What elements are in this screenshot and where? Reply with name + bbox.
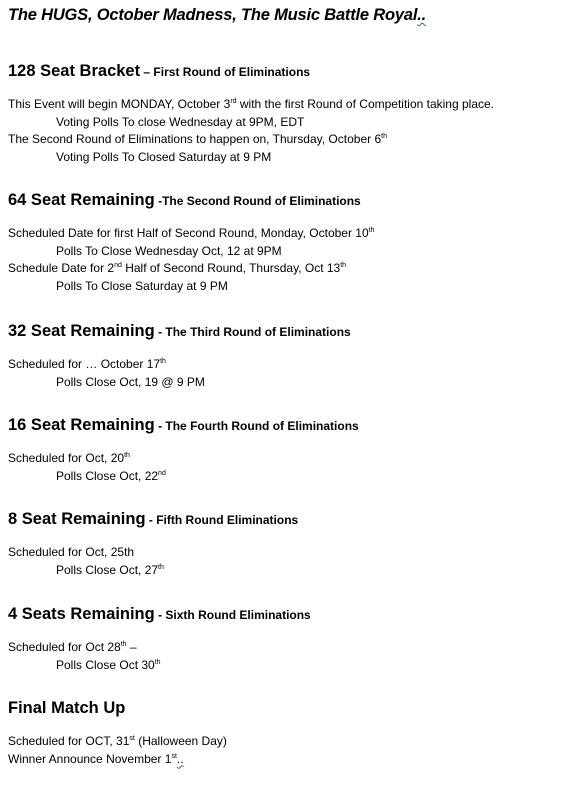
line-text-cont: – [126,640,137,654]
section-4-seats-remaining [8,603,568,674]
ordinal-suffix: th [158,563,164,571]
body-line [8,243,568,261]
ordinal-suffix: rd [230,98,237,105]
line-text: Scheduled for Oct, 25th [8,545,135,559]
heading-main: 32 Seat Remaining [8,322,155,340]
line-text: Scheduled for … October 17 [8,357,161,371]
section-body [8,225,568,295]
section-body [8,96,568,166]
heading-main: 4 Seats Remaining [8,605,155,623]
line-text: Polls Close Oct, 22 [56,468,159,483]
heading-main: 64 Seat Remaining [8,191,155,209]
body-line [8,751,568,769]
ordinal-suffix: nd [114,262,122,269]
line-text: Polls Close Oct, 19 @ 9 PM [56,374,205,389]
section-heading [8,60,568,83]
line-text-cont: (Halloween Day) [134,734,227,748]
line-text: The Second Round of Eliminations to happen on, Thursday, October 6 [8,132,382,146]
section-body [8,544,568,579]
section-body [8,733,568,768]
line-text: Polls To Close Wednesday Oct, 12 at 9PM [56,243,282,258]
line-text: Scheduled for Oct, 20 [8,451,125,465]
ordinal-suffix: th [340,262,347,269]
heading-sub: - The Third Round of Eliminations [154,325,351,339]
line-text: Voting Polls To Closed Saturday at 9 PM [56,149,272,164]
body-line [8,114,568,132]
body-line [8,657,568,675]
section-8-seat-remaining [8,508,568,579]
body-line [8,225,568,243]
line-end-ellipsis: .. [176,751,184,766]
line-text: Winner Announce November 1 [8,751,172,766]
body-line [8,562,568,580]
ordinal-suffix: th [160,358,166,365]
body-line [8,639,568,657]
heading-main: 16 Seat Remaining [8,416,155,434]
body-line [8,468,568,486]
line-text: Polls Close Oct, 27 [56,562,159,577]
body-line [8,96,568,114]
body-line [8,374,568,392]
body-line [8,131,568,149]
line-text-cont: Half of Second Round, Thursday, Oct 13 [121,261,341,275]
line-text: Schedule Date for 2 [8,261,115,275]
line-text: Polls Close Oct 30 [56,657,155,672]
section-heading [8,320,568,343]
line-text: Voting Polls To close Wednesday at 9PM, EDT [56,114,305,129]
title-text: The HUGS, October Madness, The Music Battle Royal [8,6,418,24]
section-final-match-up [8,697,568,768]
line-text: Polls To Close Saturday at 9 PM [56,278,228,293]
section-body [8,450,568,485]
ordinal-suffix: st [129,735,135,742]
section-heading [8,508,568,531]
heading-main: Final Match Up [8,699,126,717]
line-text-cont: with the first Round of Competition taking place. [236,97,495,111]
body-line [8,733,568,751]
ordinal-suffix: th [120,641,127,648]
body-line [8,260,568,278]
line-text: This Event will begin MONDAY, October 3 [8,97,231,111]
section-body [8,356,568,391]
ordinal-suffix: th [381,133,387,140]
line-text: Scheduled for Oct 28 [8,640,121,654]
section-heading [8,697,568,720]
body-line [8,450,568,468]
ordinal-suffix: th [368,227,375,234]
heading-sub: – First Round of Eliminations [140,65,311,79]
ordinal-suffix: nd [158,469,166,477]
heading-main: 128 Seat Bracket [8,62,141,80]
document-title [8,6,426,25]
body-line [8,278,568,296]
section-128-seat-bracket [8,60,568,166]
section-heading [8,603,568,626]
heading-sub: - Fifth Round Eliminations [145,513,299,527]
body-line [8,149,568,167]
line-text: Scheduled Date for first Half of Second Round, Monday, October 10 [8,226,369,240]
section-heading [8,414,568,437]
heading-sub: - The Fourth Round of Eliminations [154,419,359,433]
section-64-seat-remaining [8,189,568,295]
heading-main: 8 Seat Remaining [8,510,146,528]
body-line [8,356,568,374]
section-16-seat-remaining [8,414,568,485]
ordinal-suffix: th [124,452,130,459]
title-ellipsis: .. [417,6,426,24]
body-line [8,544,568,562]
section-heading [8,189,568,212]
heading-sub: - Sixth Round Eliminations [154,608,311,622]
heading-sub: -The Second Round of Eliminations [154,194,361,208]
ordinal-suffix: th [154,658,161,666]
section-body [8,639,568,674]
section-32-seat-remaining [8,320,568,391]
line-text: Scheduled for OCT, 31 [8,734,130,748]
ordinal-suffix: st [171,752,177,760]
